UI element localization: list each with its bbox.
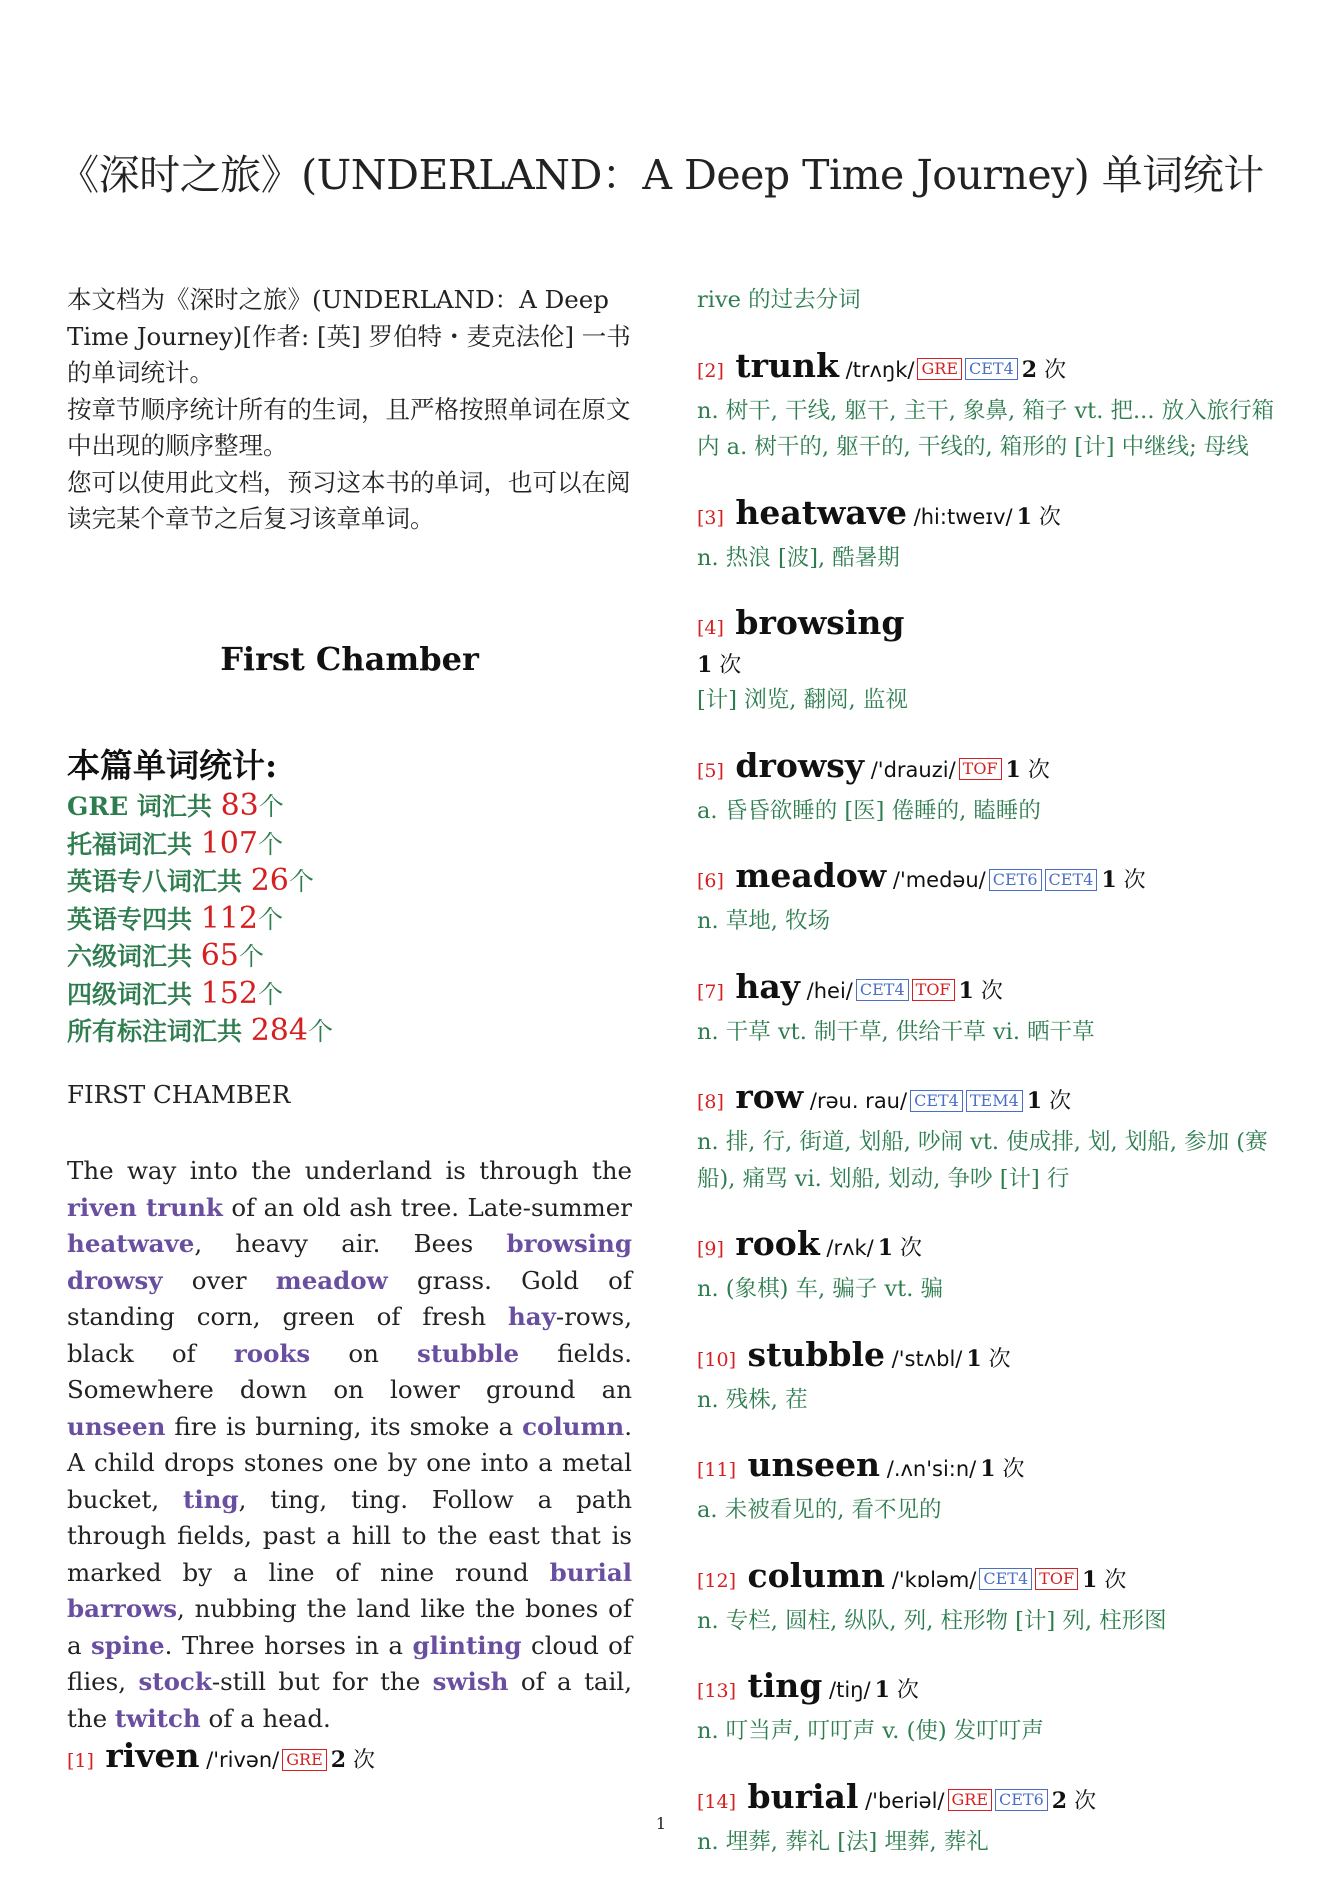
- entry-phonetic: /rəu. rau/: [803, 1089, 908, 1113]
- exam-tag: GRE: [282, 1749, 327, 1771]
- vocab-entry: [697, 1444, 1277, 1529]
- entry-word: burial: [736, 1776, 859, 1816]
- entry-word: browsing: [723, 603, 905, 642]
- exam-tag: CET6: [989, 869, 1042, 891]
- entry-count-number: 1: [1101, 867, 1117, 893]
- exam-tag: CET4: [910, 1090, 963, 1112]
- stat-row: [67, 938, 632, 976]
- entry-phonetic: /trʌŋk/: [838, 357, 915, 382]
- stat-count: 284: [250, 1013, 308, 1048]
- intro-line: 本文档为《深时之旅》(UNDERLAND：A Deep Time Journey)[作者: [英] 罗伯特・麦克法伦] 一书的单词统计。: [67, 285, 631, 387]
- vocab-entry: [697, 602, 1277, 719]
- vocab-entry: [697, 1076, 1277, 1197]
- entry-count: 1 次: [1016, 503, 1061, 530]
- entry-word: trunk: [723, 345, 839, 385]
- entry-head: [697, 1555, 1277, 1603]
- entry-phonetic: /.ʌn'si:n/: [880, 1457, 977, 1481]
- entry-definition: a. 未被看见的, 看不见的: [697, 1497, 942, 1523]
- entry-count-number: 1: [697, 652, 713, 678]
- vocab-list: [697, 345, 1277, 1861]
- vocab-highlight: spine: [91, 1630, 165, 1660]
- stat-label: 英语专四共: [67, 904, 201, 934]
- vocab-column: [697, 282, 1277, 1886]
- entry-count: 1 次: [966, 1345, 1011, 1372]
- entry-count: 1 次: [1026, 1088, 1072, 1114]
- vocab-highlight: hay: [507, 1302, 556, 1331]
- entry-index: [14]: [697, 1790, 737, 1813]
- entry-head: [697, 602, 1277, 650]
- entry-word: drowsy: [723, 745, 865, 785]
- entry-definition: n. 热浪 [波], 酷暑期: [697, 544, 900, 571]
- entry-head: [697, 492, 1277, 540]
- entry-count: 1 次: [874, 1677, 919, 1703]
- stat-label: 英语专八词汇共: [67, 867, 251, 896]
- entry-head: [697, 1223, 1277, 1271]
- vocab-entry: [697, 1555, 1277, 1640]
- stat-label: GRE 词汇共: [67, 792, 221, 821]
- stat-label: 六级词汇共: [67, 942, 201, 971]
- stat-row: [67, 863, 632, 901]
- entry-index: [10]: [697, 1348, 737, 1371]
- entry-word: ting: [736, 1666, 823, 1705]
- entry-head: [67, 1735, 632, 1783]
- section-label: FIRST CHAMBER: [67, 1080, 291, 1109]
- entry-head: [697, 1334, 1277, 1382]
- stat-count: 26: [250, 863, 289, 898]
- exam-tag: CET4: [965, 358, 1018, 380]
- vocab-entry: [67, 1735, 632, 1783]
- stat-label: 四级词汇共: [67, 979, 201, 1009]
- vocab-entry: [697, 492, 1277, 577]
- stat-count: 107: [200, 825, 258, 861]
- entry-head: [697, 855, 1277, 903]
- exam-tag: GRE: [917, 358, 962, 380]
- intro-text: [67, 282, 632, 538]
- entry-count-number: 1: [874, 1677, 890, 1703]
- stat-row: [67, 788, 632, 826]
- exam-tag: CET4: [856, 979, 909, 1001]
- entry-definition: n. 叮当声, 叮叮声 v. (使) 发叮叮声: [697, 1718, 1044, 1744]
- entry-definition: [计] 浏览, 翻阅, 监视: [697, 687, 908, 713]
- entry-count-number: 1: [1016, 503, 1032, 530]
- entry-index: [3]: [697, 506, 724, 529]
- entry-count: 1 次: [697, 652, 742, 678]
- entry-head: [697, 1444, 1277, 1492]
- entry-definition: n. 埋葬, 葬礼 [法] 埋葬, 葬礼: [697, 1828, 989, 1855]
- entry-count-number: 1: [958, 977, 974, 1004]
- exam-tag: TOF: [912, 979, 955, 1001]
- entry-phonetic: /'rivən/: [199, 1748, 280, 1772]
- stat-row: [67, 826, 632, 864]
- entry-count: 1 次: [958, 977, 1003, 1004]
- stat-label: 托福词汇共: [67, 829, 201, 859]
- entry-phonetic: /'drauzi/: [864, 757, 956, 782]
- entry-head: [697, 745, 1277, 793]
- entry-word: hay: [723, 966, 800, 1006]
- entry-index: [9]: [697, 1238, 724, 1260]
- vocab-highlight: column: [522, 1411, 625, 1441]
- entry-phonetic: /hei/: [799, 978, 853, 1003]
- stats-title: 本篇单词统计:: [67, 746, 278, 785]
- vocab-highlight: twitch: [114, 1703, 201, 1733]
- stat-unit: 个: [257, 904, 283, 934]
- entry-index: [4]: [697, 617, 724, 639]
- intro-line: 按章节顺序统计所有的生词，且严格按照单词在原文中出现的顺序整理。: [67, 394, 631, 460]
- exam-tag: TOF: [1035, 1568, 1078, 1590]
- page-title: 《深时之旅》(UNDERLAND：A Deep Time Journey) 单词统计: [58, 151, 1264, 199]
- entry-count: 1 次: [1082, 1566, 1127, 1593]
- stat-unit: 个: [238, 942, 264, 971]
- entry-index: [11]: [697, 1459, 737, 1481]
- stat-count: 83: [220, 788, 259, 823]
- vocab-entry: [697, 1334, 1277, 1419]
- stat-label: 所有标注词汇共: [67, 1017, 251, 1046]
- stat-count: 65: [200, 938, 239, 973]
- entry-count-number: 1: [980, 1456, 996, 1482]
- entry-phonetic: /hi:tweɪv/: [907, 504, 1013, 529]
- entry-phonetic: /rʌk/: [819, 1236, 874, 1260]
- entry-word: riven: [93, 1736, 200, 1775]
- entry-definition: n. 干草 vt. 制干草, 供给干草 vi. 晒干草: [697, 1018, 1095, 1045]
- vocab-highlight: unseen: [67, 1411, 166, 1441]
- vocab-entry: [697, 966, 1277, 1051]
- entry-word: heatwave: [723, 492, 907, 532]
- stat-row: [67, 901, 632, 939]
- vocab-entry: [697, 345, 1277, 466]
- entry-index: [12]: [697, 1569, 737, 1592]
- entry-index: [5]: [697, 759, 724, 782]
- entry-index: [6]: [697, 870, 724, 892]
- vocab-entry: [697, 1223, 1277, 1308]
- entry-count: 1 次: [980, 1456, 1025, 1482]
- exam-tag: GRE: [948, 1789, 993, 1811]
- vocab-entry: [697, 855, 1277, 940]
- entry-index: [8]: [697, 1091, 724, 1113]
- entry-count: 2 次: [1021, 356, 1067, 383]
- entry-word: column: [736, 1555, 886, 1595]
- entry-definition: n. 草地, 牧场: [697, 908, 831, 934]
- stat-unit: 个: [288, 867, 314, 896]
- entry-head: [697, 1665, 1277, 1713]
- entry-count: 2 次: [1051, 1787, 1097, 1814]
- entry-count-number: 1: [877, 1235, 894, 1261]
- entry-definition: n. 残株, 茬: [697, 1386, 808, 1413]
- exam-tag: CET6: [995, 1789, 1048, 1811]
- entry-phonetic: /'beriəl/: [858, 1788, 945, 1813]
- vocab-highlight: ting: [183, 1484, 239, 1514]
- intro-block: [67, 282, 632, 538]
- entry-count-number: 1: [1026, 1088, 1043, 1114]
- stat-row: [67, 976, 632, 1014]
- chapter-heading: First Chamber: [220, 640, 479, 678]
- stats-list: [67, 788, 632, 1051]
- entry-word: rook: [723, 1224, 820, 1263]
- vocab-entry: [697, 1665, 1277, 1750]
- vocab-highlight: riven trunk: [67, 1192, 223, 1222]
- entry-count: 2 次: [330, 1747, 376, 1773]
- entry-definition: a. 昏昏欲睡的 [医] 倦睡的, 瞌睡的: [697, 797, 1041, 824]
- vocab-highlight: meadow: [275, 1265, 388, 1295]
- vocab-highlight: browsing drowsy: [67, 1229, 632, 1295]
- entry-definition: rive 的过去分词: [697, 287, 861, 313]
- entry-phonetic: /'kɒləm/: [885, 1567, 977, 1592]
- entry-word: unseen: [736, 1445, 881, 1484]
- entry-count: 1 次: [1005, 756, 1050, 783]
- entry-count-number: 2: [330, 1747, 347, 1773]
- entry-definition: n. 排, 行, 街道, 划船, 吵闹 vt. 使成排, 划, 划船, 参加 (赛船), 痛骂 vi. 划船, 划动, 争吵 [计] 行: [697, 1129, 1268, 1192]
- entry-head: [697, 966, 1277, 1014]
- entry-definition: n. 专栏, 圆柱, 纵队, 列, 柱形物 [计] 列, 柱形图: [697, 1607, 1167, 1634]
- entry-count: 1 次: [877, 1235, 923, 1261]
- entry-count-number: 1: [1005, 756, 1021, 783]
- entry-count-number: 2: [1021, 356, 1038, 383]
- exam-tag: CET4: [1045, 869, 1098, 891]
- entry-index: [1]: [67, 1750, 94, 1772]
- entry-phonetic: /'stʌbl/: [885, 1346, 963, 1371]
- entry-head: [697, 1076, 1277, 1124]
- vocab-highlight: rooks: [233, 1338, 311, 1368]
- stat-unit: 个: [257, 829, 283, 859]
- entry-count: 1 次: [1101, 867, 1146, 893]
- exam-tag: TOF: [959, 758, 1002, 780]
- stat-unit: 个: [258, 792, 284, 821]
- entry-count-number: 2: [1051, 1787, 1068, 1814]
- entry-phonetic: /'medəu/: [886, 868, 986, 892]
- stat-count: 152: [200, 975, 258, 1011]
- entry-word: row: [723, 1077, 804, 1116]
- entry-definition: n. 树干, 干线, 躯干, 主干, 象鼻, 箱子 vt. 把... 放入旅行箱内 a. 树干的, 躯干的, 干线的, 箱形的 [计] 中继线; 母线: [697, 397, 1275, 460]
- stat-unit: 个: [307, 1017, 333, 1046]
- vocab-highlight: glinting: [412, 1630, 522, 1660]
- stats-block: [67, 744, 632, 1051]
- entry-phonetic: /tiŋ/: [822, 1678, 871, 1702]
- entry-count-line: [697, 650, 1277, 682]
- vocab-highlight: swish: [432, 1667, 509, 1696]
- entry-word: meadow: [723, 856, 887, 895]
- intro-line: 您可以使用此文档，预习这本书的单词，也可以在阅读完某个章节之后复习该章单词。: [67, 467, 631, 533]
- vocab-highlight: burial barrows: [67, 1557, 632, 1623]
- vocab-highlight: heatwave: [67, 1229, 195, 1258]
- entry-count-number: 1: [1082, 1566, 1098, 1593]
- entry-index: [13]: [697, 1680, 737, 1702]
- stat-unit: 个: [257, 979, 283, 1009]
- exam-tag: CET4: [979, 1568, 1032, 1590]
- entry-word: stubble: [736, 1334, 885, 1374]
- vocab-highlight: stock: [138, 1667, 212, 1696]
- entry-definition: n. (象棋) 车, 骗子 vt. 骗: [697, 1276, 944, 1302]
- entry-index: [7]: [697, 980, 724, 1003]
- entry-head: [697, 345, 1277, 393]
- vocab-highlight: stubble: [417, 1338, 520, 1368]
- stat-row: [67, 1013, 632, 1051]
- page-number: 1: [655, 1814, 667, 1833]
- entry-count-number: 1: [966, 1345, 982, 1372]
- passage-text: The way into the underland is through the riven trunk of an old ash tree. Late-summer heatwave, heavy air. Bees browsing drowsy over meadow grass. Gold of standing corn, green of fresh hay-rows, black of rooks on stubble fields. Somewhere down on lower ground an unseen fire is burning, its smoke a column. A child drops stones one by one into a metal bucket, ting, ting, ting. Follow a path through fields, past a hill to the east that is marked by a line of nine round burial barrows, nubbing the land like the bones of a spine. Three horses in a glinting cloud of flies, stock-still but for the swish of a tail, the twitch of a head.: [67, 1156, 632, 1733]
- entry-index: [2]: [697, 359, 724, 382]
- vocab-entry: [697, 745, 1277, 830]
- exam-tag: TEM4: [966, 1090, 1023, 1112]
- stat-count: 112: [200, 900, 258, 936]
